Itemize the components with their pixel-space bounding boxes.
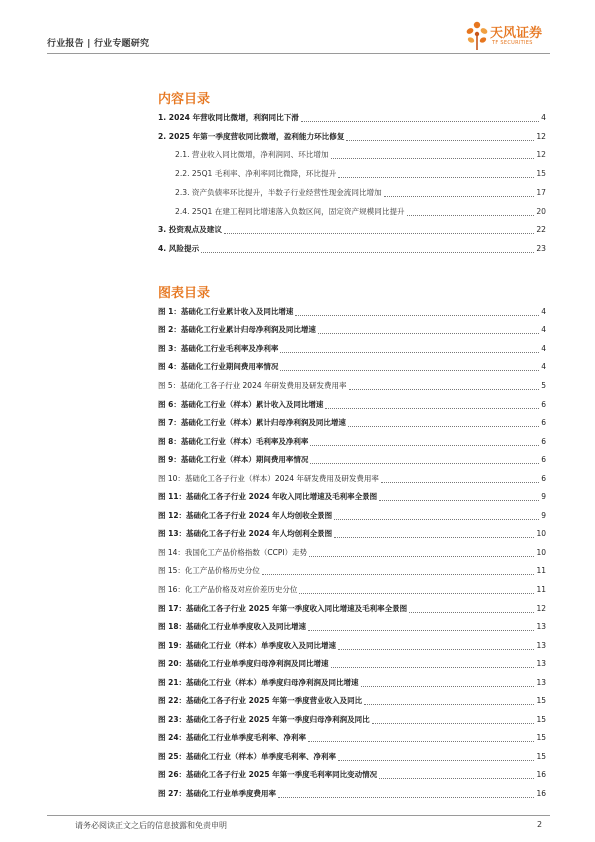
figure-entry-title: 图 1：基础化工行业累计收入及同比增速 [158,306,294,316]
figure-leader-dots [379,772,534,779]
figure-entry[interactable] [158,580,546,599]
toc-entry-page: 12 [536,131,546,141]
figure-entry-page: 11 [536,566,546,576]
toc-leader-dots [301,115,539,122]
header-divider [47,53,550,54]
figure-entry-page: 9 [541,510,546,520]
figure-entry-page: 15 [536,696,546,706]
toc-entry[interactable] [158,202,546,221]
toc-entry[interactable] [158,221,546,240]
figure-entry[interactable] [158,413,546,432]
figure-entry-title: 图 26：基础化工各子行业 2025 年第一季度毛利率同比变动情况 [158,770,378,780]
figure-leader-dots [348,420,539,427]
toc-leader-dots [331,152,535,159]
figure-leader-dots [299,587,534,594]
figure-entry[interactable] [158,636,546,655]
figure-entry-title: 图 12：基础化工各子行业 2024 年人均创收全景图 [158,510,333,520]
figure-entry-page: 15 [536,751,546,761]
figure-entry-title: 图 27：基础化工行业单季度费用率 [158,788,277,798]
figure-leader-dots [325,402,539,409]
figure-entry-page: 13 [536,640,546,650]
figure-leader-dots [338,754,534,761]
figure-entry[interactable] [158,691,546,710]
figure-entry-title: 图 18：基础化工行业单季度收入及同比增速 [158,622,307,632]
figure-entry-title: 图 16：化工产品价格及对应价差历史分位 [158,584,298,594]
figure-entry-page: 9 [541,492,546,502]
contents-list [158,108,546,258]
figure-entry-page: 16 [536,770,546,780]
toc-entry-title: 2.2. 25Q1 毛利率、净利率同比微降，环比提升 [175,169,337,179]
toc-entry-title: 2.1. 营业收入同比微增，净利润同、环比增加 [175,150,329,160]
figure-entry[interactable] [158,432,546,451]
figure-entry[interactable] [158,562,546,581]
figure-entry-title: 图 5：基础化工各子行业 2024 年研发费用及研发费用率 [158,380,347,390]
toc-entry-page: 15 [536,169,546,179]
figure-entry-title: 图 22：基础化工各子行业 2025 年第一季度营业收入及同比 [158,696,363,706]
toc-entry[interactable] [158,108,546,127]
toc-entry-title: 1. 2024 年营收同比微增，利润同比下滑 [158,112,299,122]
figure-entry[interactable] [158,339,546,358]
company-logo [464,20,554,54]
figure-entry[interactable] [158,654,546,673]
toc-entry-page: 22 [536,225,546,235]
figure-entry[interactable] [158,376,546,395]
figure-entry[interactable] [158,450,546,469]
figure-leader-dots [280,346,539,353]
toc-leader-dots [384,190,535,197]
figure-entry[interactable] [158,599,546,618]
figure-entry-title: 图 15：化工产品价格历史分位 [158,566,260,576]
figure-entry-page: 12 [536,603,546,613]
figure-entry-title: 图 9：基础化工行业（样本）期间费用率情况 [158,455,309,465]
figure-leader-dots [309,550,534,557]
contents-title: 内容目录 [158,92,211,107]
figure-entry-title: 图 8：基础化工行业（样本）毛利率及净利率 [158,436,309,446]
figure-leader-dots [338,643,534,650]
figure-leader-dots [262,568,535,575]
figure-leader-dots [310,439,539,446]
figure-entry[interactable] [158,747,546,766]
toc-entry-page: 4 [541,112,546,122]
figure-entry-page: 16 [536,788,546,798]
figure-entry[interactable] [158,302,546,321]
figure-entry-page: 6 [541,473,546,483]
figure-entry-page: 13 [536,622,546,632]
footer-disclaimer: 请务必阅读正文之后的信息披露和免责申明 [75,821,227,830]
figure-entry-page: 10 [536,529,546,539]
figure-entry-page: 4 [541,325,546,335]
figure-leader-dots [409,606,534,613]
figure-leader-dots [318,327,539,334]
figure-entry-page: 13 [536,659,546,669]
figure-entry-page: 4 [541,306,546,316]
logo-flower-icon [464,20,490,52]
figure-entry[interactable] [158,506,546,525]
toc-leader-dots [224,227,534,234]
figure-entry-title: 图 10：基础化工各子行业（样本）2024 年研发费用及研发费用率 [158,473,379,483]
figure-leader-dots [331,661,535,668]
figure-entry-title: 图 25：基础化工行业（样本）单季度毛利率、净利率 [158,751,337,761]
figure-entry-title: 图 11：基础化工各子行业 2024 年收入同比增速及毛利率全景图 [158,492,378,502]
figure-leader-dots [364,698,534,705]
figures-title: 图表目录 [158,286,211,301]
toc-leader-dots [338,171,534,178]
toc-entry[interactable] [158,239,546,258]
figure-leader-dots [334,531,534,538]
footer-divider [47,815,550,816]
toc-entry-title: 2.3. 资产负债率环比提升，半数子行业经营性现金流同比增加 [175,187,382,197]
figure-leader-dots [278,791,534,798]
figure-leader-dots [361,680,535,687]
figure-leader-dots [334,513,539,520]
figure-entry[interactable] [158,729,546,748]
figure-entry[interactable] [158,358,546,377]
figure-entry-title: 图 14：我国化工产品价格指数（CCPI）走势 [158,547,308,557]
figure-entry[interactable] [158,617,546,636]
toc-entry-page: 20 [536,206,546,216]
toc-entry-title: 3. 投资观点及建议 [158,225,222,235]
figure-entry-page: 13 [536,677,546,687]
figure-entry[interactable] [158,321,546,340]
figure-entry-page: 6 [541,455,546,465]
toc-entry-page: 17 [536,187,546,197]
figure-entry-title: 图 17：基础化工各子行业 2025 年第一季度收入同比增速及毛利率全景图 [158,603,408,613]
logo-chinese-name: 天风证券 [490,26,543,41]
toc-leader-dots [346,134,534,141]
figure-entry-page: 11 [536,584,546,594]
header-breadcrumb: 行业报告 | 行业专题研究 [47,39,150,49]
figure-leader-dots [308,735,534,742]
page-number: 2 [537,820,543,829]
toc-entry[interactable] [158,183,546,202]
figure-entry-title: 图 13：基础化工各子行业 2024 年人均创利全景图 [158,529,333,539]
toc-entry-title: 4. 风险提示 [158,244,200,254]
figure-entry[interactable] [158,525,546,544]
figure-leader-dots [295,309,539,316]
figure-entry-page: 6 [541,399,546,409]
logo-english-name: TF SECURITIES [492,40,533,46]
toc-entry-page: 23 [536,244,546,254]
figure-entry-title: 图 19：基础化工行业（样本）单季度收入及同比增速 [158,640,337,650]
figure-entry[interactable] [158,784,546,803]
figure-entry-page: 15 [536,733,546,743]
figure-entry[interactable] [158,487,546,506]
figure-entry[interactable] [158,673,546,692]
figure-entry-title: 图 3：基础化工行业毛利率及净利率 [158,343,279,353]
figure-entry-page: 5 [541,380,546,390]
figure-entry[interactable] [158,766,546,785]
figure-entry-page: 6 [541,418,546,428]
figure-leader-dots [379,494,539,501]
toc-entry[interactable] [158,164,546,183]
toc-entry[interactable] [158,127,546,146]
toc-entry[interactable] [158,146,546,165]
figure-entry-title: 图 6：基础化工行业（样本）累计收入及同比增速 [158,399,324,409]
figures-list [158,302,546,803]
figure-entry-title: 图 24：基础化工行业单季度毛利率、净利率 [158,733,307,743]
figure-entry-page: 10 [536,547,546,557]
figure-entry-title: 图 23：基础化工各子行业 2025 年第一季度归母净利润及同比 [158,714,370,724]
figure-entry[interactable] [158,543,546,562]
figure-entry-title: 图 2：基础化工行业累计归母净利润及同比增速 [158,325,316,335]
figure-entry[interactable] [158,395,546,414]
figure-entry-title: 图 4：基础化工行业期间费用率情况 [158,362,279,372]
figure-entry-title: 图 7：基础化工行业（样本）累计归母净利润及同比增速 [158,418,346,428]
figure-entry-title: 图 21：基础化工行业（样本）单季度归母净利润及同比增速 [158,677,359,687]
toc-entry-page: 12 [536,150,546,160]
figure-entry-title: 图 20：基础化工行业单季度归母净利润及同比增速 [158,659,329,669]
figure-entry-page: 6 [541,436,546,446]
figure-entry-page: 4 [541,343,546,353]
figure-entry-page: 15 [536,714,546,724]
figure-leader-dots [349,383,540,390]
toc-leader-dots [201,246,534,253]
toc-entry-title: 2. 2025 年第一季度营收同比微增，盈利能力环比修复 [158,131,345,141]
toc-leader-dots [407,209,535,216]
figure-leader-dots [310,457,539,464]
figure-leader-dots [372,717,535,724]
figure-leader-dots [308,624,534,631]
figure-leader-dots [381,476,539,483]
figure-entry[interactable] [158,469,546,488]
figure-entry-page: 4 [541,362,546,372]
figure-entry[interactable] [158,710,546,729]
toc-entry-title: 2.4. 25Q1 在建工程同比增速落入负数区间，固定资产规模同比提升 [175,206,405,216]
figure-leader-dots [280,364,539,371]
